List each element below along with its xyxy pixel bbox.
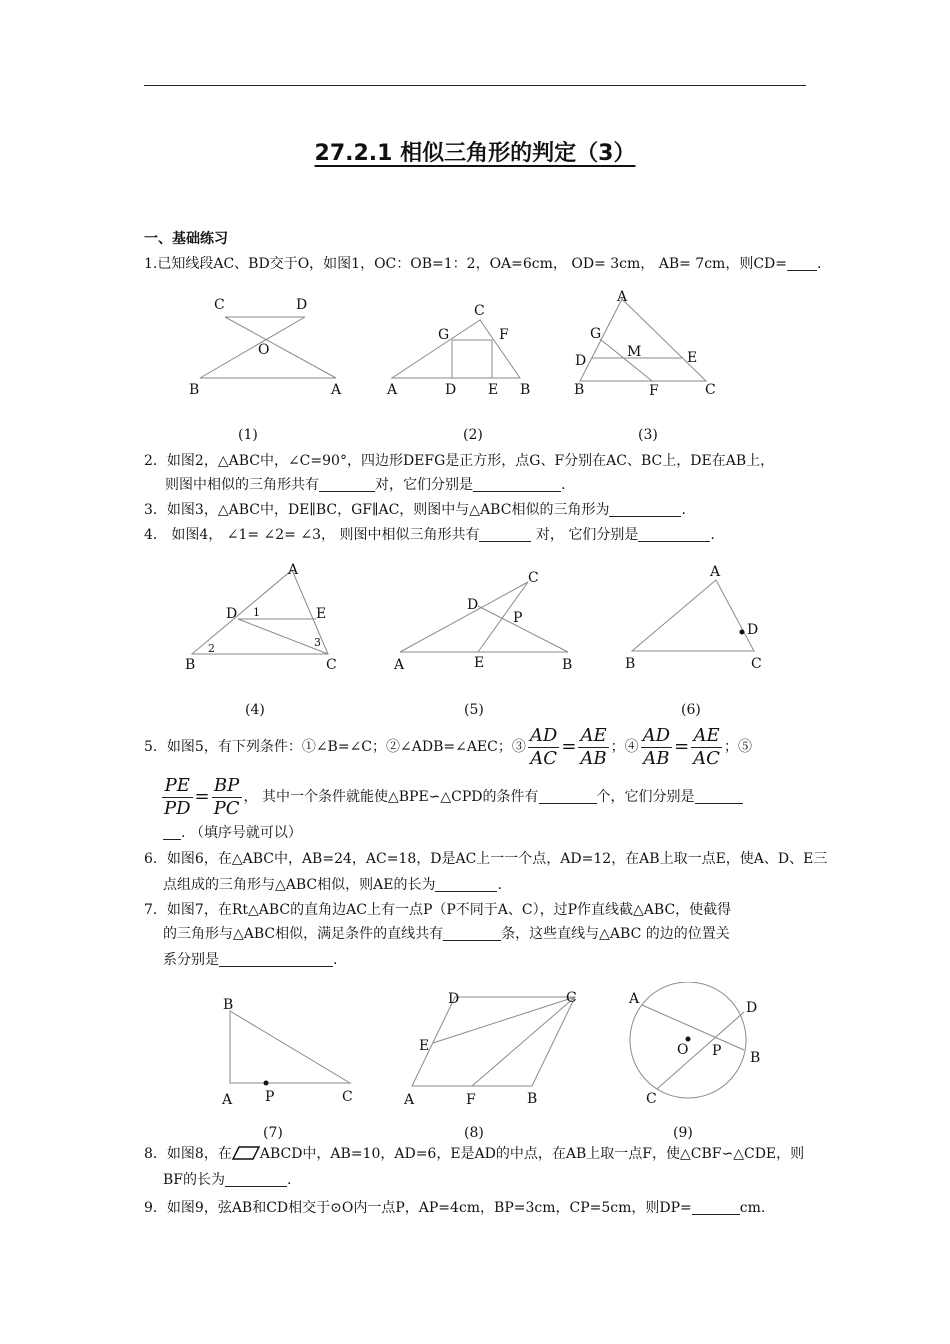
label: G — [590, 326, 602, 342]
answer-blank[interactable] — [163, 825, 181, 840]
answer-blank[interactable] — [787, 256, 817, 271]
label: B — [520, 382, 531, 398]
question-7-line-2: 的三角形与△ABC相似，满足条件的直线共有 条，这些直线与△ABC 的边的位置关 — [163, 926, 730, 942]
answer-blank[interactable] — [225, 1172, 287, 1187]
label: A — [331, 382, 342, 398]
label: 3 — [314, 636, 321, 649]
label: A — [629, 991, 640, 1007]
label: A — [288, 562, 299, 578]
label: P — [712, 1043, 722, 1059]
figure-caption: (2) — [463, 427, 483, 443]
answer-blank[interactable] — [692, 1200, 740, 1215]
question-2-line-1: 2．如图2，△ABC中，∠C=90°，四边形DEFG是正方形，点G、F分别在AC、BC上，DE在AB上， — [144, 453, 775, 469]
question-6-line-1: 6．如图6，在△ABC中，AB=24，AC=18，D是AC上一一个点，AD=12，在AB上取一点E，使A、D、E三 — [144, 851, 828, 867]
answer-blank[interactable] — [609, 502, 681, 517]
figure-8 — [396, 985, 596, 1110]
figure-5 — [390, 560, 580, 675]
fraction: $\frac{AE}{AC}$ — [693, 724, 720, 769]
label: C — [214, 297, 225, 313]
label: D — [448, 991, 460, 1007]
question-8-line-2: BF的长为 . — [163, 1172, 292, 1188]
answer-blank[interactable] — [473, 477, 561, 492]
label: A — [222, 1092, 233, 1108]
label: F — [499, 327, 509, 343]
question-9: 9．如图9，弦AB和CD相交于⊙O内一点P，AP=4cm，BP=3cm，CP=5cm，则DP= cm. — [144, 1200, 766, 1216]
label: A — [710, 564, 721, 580]
label: D — [575, 353, 587, 369]
section-heading: 一、基础练习 — [144, 231, 228, 247]
label: D — [445, 382, 457, 398]
answer-blank[interactable] — [539, 789, 597, 804]
label: B — [527, 1091, 538, 1107]
label: C — [326, 657, 337, 673]
label: E — [419, 1038, 430, 1054]
figure-caption: (3) — [638, 427, 658, 443]
fraction: $\frac{AE}{AB}$ — [580, 724, 607, 769]
label: O — [677, 1042, 689, 1058]
figure-7 — [214, 990, 364, 1110]
label: B — [185, 657, 196, 673]
answer-blank[interactable] — [638, 527, 710, 542]
label: B — [562, 657, 573, 673]
answer-blank[interactable] — [435, 877, 497, 892]
label: D — [747, 622, 759, 638]
label: P — [265, 1089, 275, 1105]
page-title: 27.2.1 相似三角形的判定（3） — [314, 141, 636, 166]
figure-6 — [620, 556, 770, 674]
label: G — [438, 327, 450, 343]
figure-1 — [180, 292, 360, 402]
label: F — [649, 383, 659, 399]
label: B — [574, 382, 585, 398]
label: B — [750, 1050, 761, 1066]
label: A — [394, 657, 405, 673]
question-8-line-1: 8．如图8，在 ABCD中，AB=10，AD=6，E是AD的中点，在AB上取一点F，使△CBF∽△CDE，则 — [144, 1146, 805, 1162]
label: D — [226, 606, 238, 622]
label: A — [387, 382, 398, 398]
label: A — [617, 289, 628, 305]
figure-9 — [620, 982, 780, 1112]
label: E — [687, 350, 698, 366]
label: C — [474, 303, 485, 319]
question-5-line-1: 5．如图5，有下列条件：①∠B=∠C；②∠ADB=∠AEC；③ $\frac{AD}{AC}$ = $\frac{AE}{AB}$ ；④ $\frac{AD}{AB}$ = $\frac{AE}{AC}$ ；⑤ — [144, 724, 752, 769]
question-7-line-1: 7．如图7，在Rt△ABC的直角边AC上有一点P（P不同于A、C），过P作直线截△ABC，使截得 — [144, 902, 732, 918]
fraction: $\frac{BP}{PC}$ — [213, 774, 240, 819]
figure-4 — [180, 556, 350, 676]
label: E — [316, 606, 327, 622]
figure-2 — [380, 298, 540, 403]
answer-blank[interactable] — [443, 926, 501, 941]
question-5-line-2: $\frac{PE}{PD}$ = $\frac{BP}{PC}$ ， 其中一个条件就能使△BPE∽△CPD的条件有 个，它们分别是 — [160, 772, 743, 822]
figure-caption: (6) — [681, 702, 701, 718]
question-5-line-3: . （填序号就可以） — [163, 824, 302, 842]
label: O — [258, 342, 270, 358]
label: C — [646, 1091, 657, 1107]
label: B — [223, 997, 234, 1013]
label: E — [474, 655, 485, 671]
question-7-line-3: 系分别是 . — [163, 952, 338, 968]
answer-blank[interactable] — [479, 527, 531, 542]
figure-caption: (8) — [464, 1125, 484, 1141]
fraction: $\frac{PE}{PD}$ — [164, 774, 191, 819]
label: A — [404, 1092, 415, 1108]
header-rule — [144, 85, 806, 86]
label: C — [705, 382, 716, 398]
label: E — [488, 382, 499, 398]
label: 1 — [253, 606, 260, 619]
question-3: 3．如图3，△ABC中，DE∥BC，GF∥AC，则图中与△ABC相似的三角形为 . — [144, 502, 686, 518]
question-2-line-2: 则图中相似的三角形共有 对，它们分别是 . — [165, 477, 566, 493]
label: B — [625, 656, 636, 672]
figure-3 — [566, 285, 726, 400]
fraction: $\frac{AD}{AB}$ — [642, 724, 671, 769]
label: C — [566, 990, 577, 1006]
question-1: 1.已知线段AC、BD交于O，如图1，OC：OB=1：2，OA=6cm， OD= 3cm， AB= 7cm，则CD= . — [144, 256, 822, 272]
answer-blank[interactable] — [695, 789, 743, 804]
figure-caption: (5) — [464, 702, 484, 718]
answer-blank[interactable] — [219, 952, 333, 967]
label: C — [528, 570, 539, 586]
question-4: 4． 如图4， ∠1= ∠2= ∠3， 则图中相似三角形共有 对， 它们分别是 . — [144, 527, 715, 543]
label: D — [746, 1000, 758, 1016]
answer-blank[interactable] — [319, 477, 375, 492]
label: D — [296, 297, 308, 313]
label: D — [467, 597, 479, 613]
figure-caption: (9) — [673, 1125, 693, 1141]
figure-caption: (7) — [263, 1125, 283, 1141]
label: M — [627, 344, 642, 360]
label: B — [189, 382, 200, 398]
fraction: $\frac{AD}{AC}$ — [529, 724, 558, 769]
label: C — [342, 1089, 353, 1105]
figure-caption: (4) — [245, 702, 265, 718]
label: 2 — [208, 642, 215, 655]
question-6-line-2: 点组成的三角形与△ABC相似，则AE的长为 . — [163, 877, 502, 893]
label: P — [513, 610, 523, 626]
label: C — [751, 656, 762, 672]
figure-caption: (1) — [238, 427, 258, 443]
parallelogram-icon — [232, 1146, 260, 1160]
label: F — [466, 1092, 476, 1108]
